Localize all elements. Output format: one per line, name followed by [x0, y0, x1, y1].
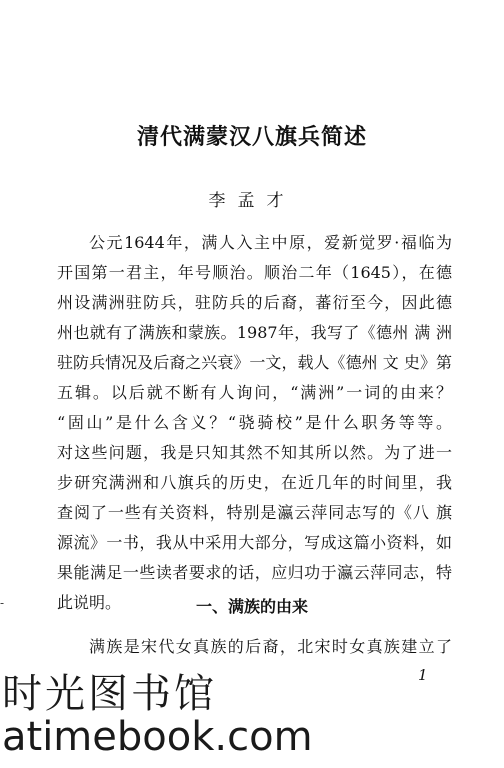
- text-line: 源流》一书，我从中采用大部分，写成这篇小资料，如: [57, 533, 452, 552]
- text-line: 州也就有了满族和蒙族。1987年，我写了《德州 满 洲: [57, 323, 452, 342]
- page-title: 清代满蒙汉八旗兵简述: [136, 125, 367, 150]
- text-line: 满族是宋代女真族的后裔，北宋时女真族建立了: [89, 637, 452, 656]
- margin-mark: -: [0, 596, 5, 610]
- watermark-title: 时光图书馆: [2, 671, 217, 717]
- section-paragraph: [57, 632, 452, 662]
- text-line: 对这些问题，我是只知其然不知其所以然。为了进一: [57, 443, 452, 462]
- author-name: 李孟才: [208, 191, 296, 211]
- text-line: 查阅了一些有关资料，特别是瀛云萍同志写的《八 旗: [57, 503, 452, 522]
- intro-paragraph: [57, 228, 452, 618]
- page-number: 1: [418, 666, 428, 684]
- text-line: 此说明。: [57, 593, 122, 612]
- text-line: 果能满足一些读者要求的话，应归功于瀛云萍同志，特: [57, 563, 452, 582]
- text-line: 步研究满洲和八旗兵的历史，在近几年的时间里，我: [57, 473, 452, 492]
- watermark-url: atimebook.com: [2, 714, 313, 760]
- text-line: 驻防兵情况及后裔之兴衰》一文，载人《德州 文 史》第: [57, 353, 452, 372]
- section-heading: 一、满族的由来: [195, 597, 308, 616]
- text-line: “固山”是什么含义？“骁骑校”是什么职务等等。: [57, 413, 452, 432]
- text-line: 开国第一君主，年号顺治。顺治二年（1645），在德: [57, 263, 452, 282]
- text-line: 州设满洲驻防兵，驻防兵的后裔，蕃衍至今，因此德: [57, 293, 452, 312]
- text-line: 五辑。以后就不断有人询问，“满洲”一词的由来？: [57, 383, 452, 402]
- text-line: 公元1644年，满人入主中原，爱新觉罗·福临为: [89, 233, 452, 252]
